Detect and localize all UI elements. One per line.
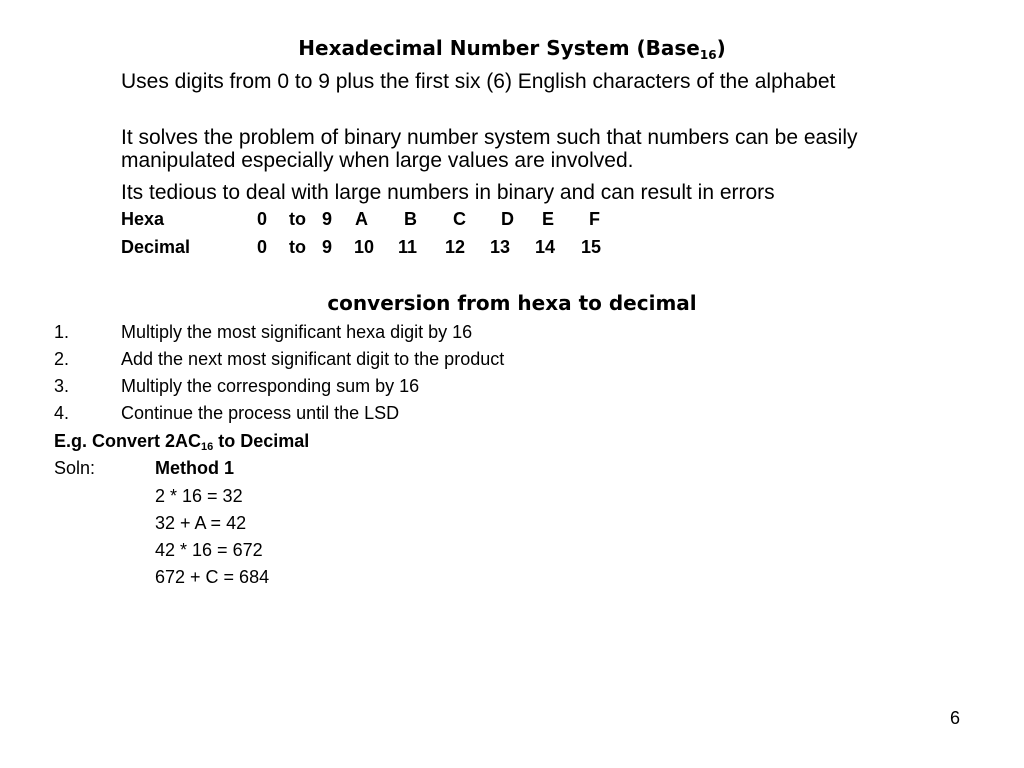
step-number: 1. bbox=[54, 322, 70, 342]
decimal-cell: 10 bbox=[354, 237, 375, 257]
hexa-cell: to bbox=[289, 209, 306, 229]
decimal-cell: 9 bbox=[322, 237, 333, 257]
example-heading: E.g. Convert $2AC_{16}$ to Decimal bbox=[54, 431, 310, 453]
step-number: 3. bbox=[54, 376, 70, 396]
hexa-cell: F bbox=[589, 209, 600, 229]
hexa-cell: 0 bbox=[257, 209, 268, 229]
hexa-label: Hexa bbox=[121, 209, 165, 229]
section-heading: conversion from hexa to decimal bbox=[327, 291, 697, 315]
solution-line: 2 * 16 = 32 bbox=[155, 486, 243, 506]
decimal-cell: 11 bbox=[398, 237, 418, 257]
decimal-cell: 14 bbox=[535, 237, 556, 257]
step-text: Multiply the corresponding sum by 16 bbox=[121, 376, 420, 396]
decimal-cell: 12 bbox=[445, 237, 466, 257]
step-text: Add the next most significant digit to the product bbox=[121, 349, 505, 369]
decimal-cell: 0 bbox=[257, 237, 268, 257]
bullet-2: It solves the problem of binary number system such that numbers can be easily manipulated especially when large values are involved. bbox=[121, 126, 858, 172]
solution-line: 42 * 16 = 672 bbox=[155, 540, 263, 560]
bullet-1: Uses digits from 0 to 9 plus the first six (6) English characters of the alphabet bbox=[121, 70, 836, 93]
decimal-cell: 15 bbox=[581, 237, 602, 257]
hexa-cell: C bbox=[453, 209, 466, 229]
slide-title: Hexadecimal Number System (Base$_{16}$) bbox=[298, 36, 726, 62]
solution-line: 672 + C = 684 bbox=[155, 567, 270, 587]
decimal-row bbox=[0, 237, 1024, 261]
page-number: 6 bbox=[950, 708, 961, 728]
step-text: Multiply the most significant hexa digit by 16 bbox=[121, 322, 473, 342]
hexa-cell: E bbox=[542, 209, 555, 229]
step-number: 2. bbox=[54, 349, 70, 369]
decimal-label: Decimal bbox=[121, 237, 191, 257]
hexa-row bbox=[0, 209, 1024, 233]
method-heading: Method 1 bbox=[155, 458, 234, 478]
step-number: 4. bbox=[54, 403, 70, 423]
hexa-cell: B bbox=[404, 209, 417, 229]
step-text: Continue the process until the LSD bbox=[121, 403, 400, 423]
hexa-cell: D bbox=[501, 209, 514, 229]
bullet-3: Its tedious to deal with large numbers in binary and can result in errors bbox=[121, 181, 775, 204]
solution-line: 32 + A = 42 bbox=[155, 513, 247, 533]
decimal-cell: to bbox=[289, 237, 306, 257]
hexa-cell: 9 bbox=[322, 209, 333, 229]
hexa-cell: A bbox=[355, 209, 368, 229]
solution-label: Soln: bbox=[54, 458, 96, 478]
decimal-cell: 13 bbox=[490, 237, 511, 257]
